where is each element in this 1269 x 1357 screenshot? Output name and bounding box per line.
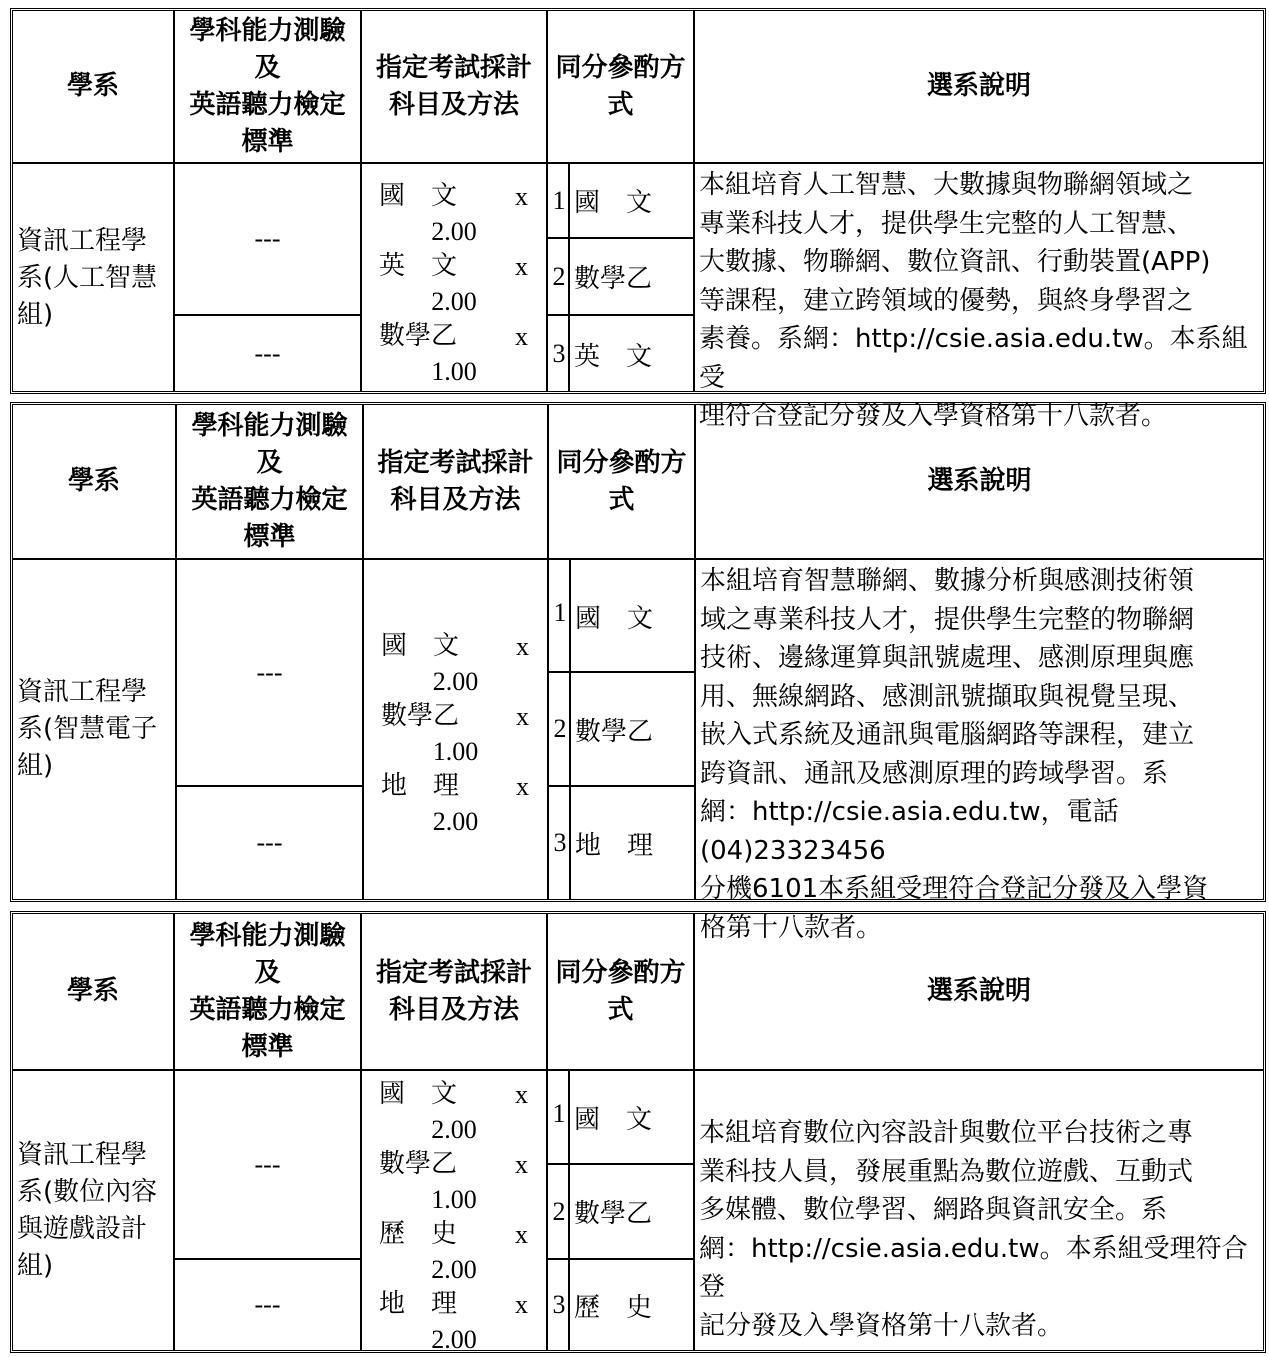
subject-row: 數學乙 x	[379, 321, 528, 351]
subject-weight: 2.00	[431, 1115, 477, 1144]
subject-row: 國 文 x	[379, 1079, 528, 1109]
subject-weight: 1.00	[431, 357, 477, 386]
dept-name: 資訊工程學 系(智慧電子 組)	[17, 677, 158, 781]
subject-weight: 1.00	[431, 1185, 477, 1214]
admission-table-2	[10, 402, 1266, 943]
subject-list	[364, 629, 547, 839]
subject-weight: 2.00	[431, 217, 477, 246]
gsat-standard: ---	[256, 657, 283, 687]
subject-weight: 2.00	[432, 667, 479, 696]
admission-table-3	[10, 911, 1266, 1353]
header-gsat: 學科能力測驗 及 英語聽力檢定 標準	[191, 410, 348, 552]
header-dept: 學系	[66, 976, 119, 1006]
description: 本組培育人工智慧、大數據與物聯網領域之 專業科技人才，提供學生完整的人工智慧、 大數據、物聯網、數位資訊、行動裝置(APP) 等課程，建立跨領域的優勢，與終身學習之 素養。系網：http://csie.asia.edu.tw。本系組受 理符合登記分發及入學資格第十八款者。	[699, 170, 1248, 431]
description: 本組培育數位內容設計與數位平台技術之專 業科技人員，發展重點為數位遊戲、互動式 多媒體、數位學習、網路與資訊安全。系 網：http://csie.asia.edu.tw。本系組受理符合登 記分發及入學資格第十八款者。	[699, 1118, 1248, 1341]
header-tie: 同分參酌方 式	[556, 447, 687, 515]
subject-list	[362, 1077, 546, 1357]
header-gsat: 學科能力測驗 及 英語聽力檢定 標準	[189, 15, 346, 157]
header-desc: 選系說明	[926, 976, 1031, 1006]
tie-rank-2: 2 數學乙	[552, 261, 653, 294]
tie-rank-1: 1 國 文	[552, 1099, 653, 1135]
listening-standard: ---	[256, 828, 283, 857]
header-ast: 指定考試採計 科目及方法	[375, 957, 532, 1025]
listening-standard: ---	[254, 339, 281, 368]
gsat-standard: ---	[254, 1149, 281, 1179]
subject-row: 數學乙 x	[379, 1149, 528, 1179]
subject-list	[362, 179, 546, 389]
subject-row: 地 理 x	[381, 771, 529, 801]
subject-row: 英 文 x	[379, 251, 528, 281]
gsat-standard: ---	[254, 224, 281, 253]
header-desc: 選系說明	[926, 71, 1031, 101]
header-ast: 指定考試採計 科目及方法	[375, 52, 532, 120]
subject-weight: 2.00	[431, 1325, 477, 1354]
subject-weight: 2.00	[431, 1255, 477, 1284]
tie-rank-2: 2 數學乙	[553, 714, 654, 747]
subject-weight: 2.00	[431, 287, 477, 316]
tie-rank-3: 3 歷 史	[552, 1290, 653, 1323]
dept-name: 資訊工程學 系(人工智慧 組)	[17, 225, 158, 330]
header-dept: 學系	[67, 466, 120, 496]
tie-rank-3: 3 地 理	[553, 828, 654, 861]
subject-weight: 2.00	[432, 807, 479, 836]
header-tie: 同分參酌方 式	[555, 957, 686, 1025]
subject-row: 國 文 x	[381, 631, 529, 661]
subject-row: 歷 史 x	[379, 1219, 528, 1249]
header-dept: 學系	[66, 71, 119, 101]
description: 本組培育智慧聯網、數據分析與感測技術領 域之專業科技人才，提供學生完整的物聯網 技術、邊緣運算與訊號處理、感測原理與應 用、無線網路、感測訊號擷取與視覺呈現、 嵌入式系統及通訊與電腦網路等課程，建立 跨資訊、通訊及感測原理的跨域學習。系 網：http://csie.asia.edu.tw，電話(04)23323456 分機6101本系組受理符合登記分發及入學資 格第十八款者。	[700, 566, 1209, 943]
tie-rank-2: 2 數學乙	[552, 1196, 653, 1229]
header-ast: 指定考試採計 科目及方法	[377, 447, 534, 515]
subject-row: 數學乙 x	[381, 701, 529, 731]
tie-rank-1: 1 國 文	[553, 598, 654, 634]
dept-name: 資訊工程學 系(數位內容 與遊戲設計 組)	[17, 1139, 158, 1281]
header-gsat: 學科能力測驗 及 英語聽力檢定 標準	[189, 920, 346, 1062]
tie-rank-3: 3 英 文	[552, 339, 653, 372]
header-tie: 同分參酌方 式	[555, 52, 686, 120]
subject-row: 地 理 x	[379, 1289, 528, 1319]
subject-weight: 1.00	[432, 737, 479, 766]
header-desc: 選系說明	[927, 466, 1032, 496]
subject-row: 國 文 x	[379, 181, 528, 211]
listening-standard: ---	[254, 1290, 281, 1319]
admission-table-1	[10, 8, 1266, 431]
tie-rank-1: 1 國 文	[552, 185, 653, 218]
